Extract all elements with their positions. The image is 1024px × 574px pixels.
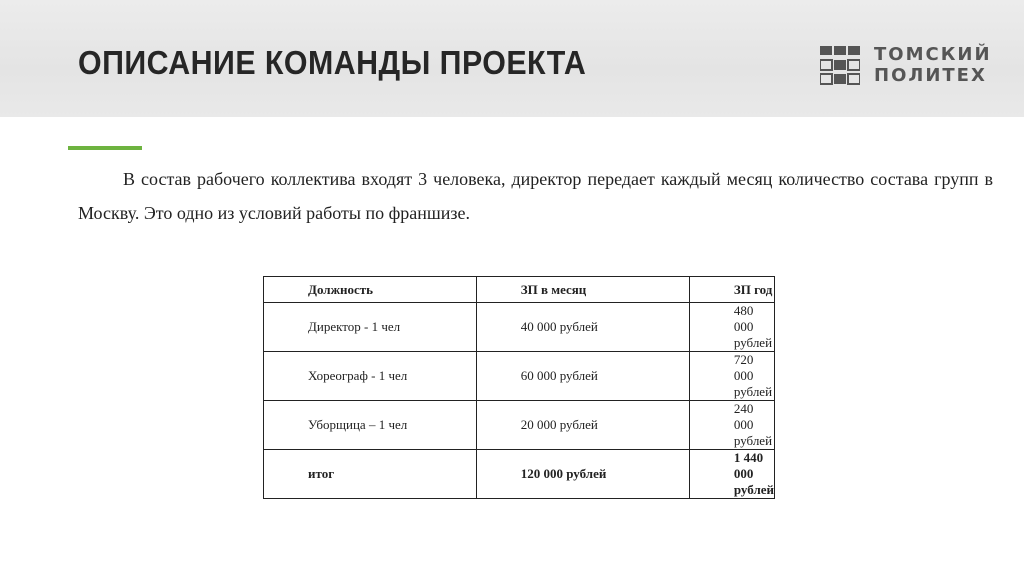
logo-line-2: ПОЛИТЕХ [874, 65, 987, 86]
table-cell: Хореограф - 1 чел [264, 352, 477, 401]
header-cell: ЗП в месяц [476, 277, 689, 303]
total-cell: 120 000 рублей [476, 450, 689, 499]
header-cell: ЗП год [689, 277, 774, 303]
table-row [264, 303, 775, 352]
table-cell: Уборщица – 1 чел [264, 401, 477, 450]
total-cell: 1 440 000 рублей [689, 450, 774, 499]
logo-line-1: ТОМСКИЙ [874, 44, 992, 65]
table-header-row [264, 277, 775, 303]
accent-bar [68, 146, 142, 150]
total-cell: итог [264, 450, 477, 499]
table-cell: 720 000 рублей [689, 352, 774, 401]
salary-table [263, 276, 775, 499]
table-cell: 60 000 рублей [476, 352, 689, 401]
logo-mark-icon [820, 44, 860, 86]
table-cell: 40 000 рублей [476, 303, 689, 352]
tpu-logo [820, 44, 992, 86]
table-cell: 240 000 рублей [689, 401, 774, 450]
table-cell: Директор - 1 чел [264, 303, 477, 352]
slide-title: ОПИСАНИЕ КОМАНДЫ ПРОЕКТА [78, 44, 587, 81]
table-total-row [264, 450, 775, 499]
description-paragraph: В состав рабочего коллектива входят 3 человека, директор передает каждый месяц количество состава групп в Москву. Это одно из условий работы по франшизе. [78, 169, 993, 223]
table-row [264, 401, 775, 450]
table-row [264, 352, 775, 401]
header-cell: Должность [264, 277, 477, 303]
slide-header [0, 0, 1024, 117]
table-cell: 480 000 рублей [689, 303, 774, 352]
table-cell: 20 000 рублей [476, 401, 689, 450]
